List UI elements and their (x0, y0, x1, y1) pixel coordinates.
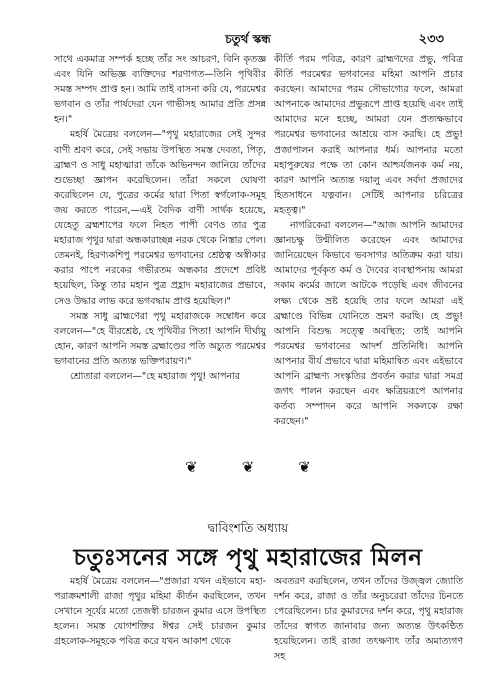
chapter-right-column (274, 574, 463, 665)
flower-ornament-icon: ❦ (185, 458, 198, 476)
paragraph: শ্রোতারা বললেন—"হে মহারাজ পৃথু! আপনার (70, 370, 240, 382)
paragraph: কীর্তি পরম পবিত্র, কারণ ব্রাহ্মণদের প্রভু, পবিত্র কীর্তি পরমেশ্বর ভগবানের মহিমা আপনি প্রচার করছেন। আমাদের পরম সৌভাগ্যের ফলে, আমরা আপনাকে আমাদের প্রভুরূপে প্রাপ্ত হয়েছি এবং তাই আমাদের মনে হচ্ছে, আমরা যেন প্রত্যক্ষভাবে পরমেশ্বর ভগবানের আশ্রয়ে বাস করছি। হে প্রভু! প্রজাপালন করাই আপনার ধর্ম। আপনার মতো মহাপুরুষের পক্ষে তা কোন আশ্চর্যজনক কর্ম নয়, কারণ আপনি অত্যন্ত দয়ালু এবং সর্বদা প্রজাদের হিতসাধনে যত্নবান। সেটিই আপনার চরিত্রের মহত্ত্ব।" (274, 54, 463, 216)
paragraph: নাগরিকেরা বললেন—"আজ আপনি আমাদের জ্ঞানচক্ষু উন্মীলিত করেছেন এবং আমাদের জানিয়েছেন কিভাবে ভবসাগর অতিক্রম করা যায়। আমাদের পূর্বকৃত কর্ম ও দৈবের ব্যবস্থাপনায় আমরা সকাম কর্মের জালে আটকে পড়েছি এবং জীবনের লক্ষ্য থেকে ভ্রষ্ট হয়েছি তার ফলে আমরা এই ব্রহ্মাণ্ডে বিভিন্ন যোনিতে ভ্রমণ করছি। হে প্রভু! আপনি বিশুদ্ধ সত্ত্বে অবস্থিত; তাই আপনি পরমেশ্বর ভগবানের আদর্শ প্রতিনিধি। আপনি আপনার বীর্য প্রভাবে দ্বারা মহিমান্বিত এবং এইভাবে আপনি ব্রাহ্মণ্য সংস্কৃতির প্রবর্তন করার দ্বারা সমগ্র জগৎ পালন করছেন এবং ক্ষত্রিয়রূপে আপনার কর্তব্য সম্পাদন করে আপনি সকলকে রক্ষা করছেন।" (274, 220, 463, 428)
paragraph: মহর্ষি মৈত্রেয় বললেন—"পৃথু মহারাজের সেই সুন্দর বাণী শ্রবণ করে, সেই সভায় উপস্থিত সমস্ত দেবতা, পিতৃ, ব্রাহ্মণ ও সাধু মহাত্মারা তাঁকে অভিনন্দন জানিয়ে তাঁদের শুভেচ্ছা জ্ঞাপন করেছিলেন। তাঁরা সকলে ঘোষণা করেছিলেন যে, পুত্রের কর্মের দ্বারা পিতা স্বর্গলোক-সমূহ জয় করতে পারেন,—এই বৈদিক বাণী সার্থক হয়েছে, যেহেতু ব্রহ্মশাপের ফলে নিহত পাপী বেণও তার পুত্র মহারাজ পৃথুর দ্বারা অন্ধকারাচ্ছন্ন নরক থেকে নিস্তার পেল। তেমনই, হিরণ্যকশিপু পরমেশ্বর ভগবানের শ্রেষ্ঠত্ব অস্বীকার করার পাপে নরকের গভীরতম অন্ধকার প্রদেশে প্রবিষ্ট হয়েছিল, কিন্তু তার মহান পুত্র প্রহ্লাদ মহারাজের প্রভাবে, সেও উদ্ধার লাভ করে ভগবদ্ধাম প্রাপ্ত হয়েছিল।" (54, 129, 266, 307)
paragraph: অবতরণ করছিলেন, তখন তাঁদের উজ্জ্বল জ্যোতি দর্শন করে, রাজা ও তাঁর অনুচরেরা তাঁদের চিনতে পেরেছিলেন। চার কুমারদের দর্শন করে, পৃথু মহারাজ তাঁদের স্বাগত জানাবার জন্য অত্যন্ত উৎকণ্ঠিত হয়েছিলেন। তাই রাজা তৎক্ষণাৎ তাঁর অমাত্যগণ সহ (274, 576, 463, 663)
chapter-left-column (54, 574, 266, 649)
page-number: ২৩৩ (418, 32, 444, 47)
chapter-title: চতুঃসনের সঙ্গে পৃথু মহারাজের মিলন (73, 545, 423, 571)
flower-ornament-icon: ❦ (298, 458, 311, 476)
paragraph: মহর্ষি মৈত্রেয় বললেন—"প্রজারা যখন এইভাবে মহা-পরাক্রমশালী রাজা পৃথুর মহিমা কীর্তন করছিলেন, তখন সেখানে সূর্যের মতো তেজস্বী চারজন কুমার এসে উপস্থিত হলেন। সমস্ত যোগশক্তির ঈশ্বর সেই চারজন কুমার গ্রহলোক-সমূহকে পবিত্র করে যখন আকাশ থেকে (54, 576, 266, 648)
running-header: চতুর্থ স্কন্ধ (225, 32, 271, 46)
paragraph: সমস্ত সাধু ব্রাহ্মণেরা পৃথু মহারাজকে সম্বোধন করে বললেন—"হে বীরশ্রেষ্ঠ, হে পৃথিবীর পিতা! আপনি দীর্ঘায়ু হোন, কারণ আপনি সমস্ত ব্রহ্মাণ্ডের পতি অচ্যুত পরমেশ্বর ভগবানের প্রতি অত্যন্ত ভক্তিপরায়ণ।" (54, 310, 266, 367)
right-text-column (274, 52, 463, 429)
paragraph: সাথে একমাত্র সম্পর্ক হচ্ছে তাঁর সং আচরণ, বিনি কৃতজ্ঞ এবং যিনি অভিজ্ঞ ব্যক্তিদের শরণাগত—তিনি পৃথিবীর সমস্ত সম্পদ প্রাপ্ত হন। আমি তাই বাসনা করি যে, পরমেশ্বর ভগবান ও তাঁর পার্ষদেরা যেন গাভীসহ আমার প্রতি প্রসন্ন হন।" (54, 54, 266, 126)
section-ornaments (0, 458, 496, 476)
flower-ornament-icon: ❦ (241, 458, 255, 476)
chapter-number: দ্বাবিংশতি অধ্যায় (207, 521, 289, 535)
left-text-column (54, 52, 266, 384)
